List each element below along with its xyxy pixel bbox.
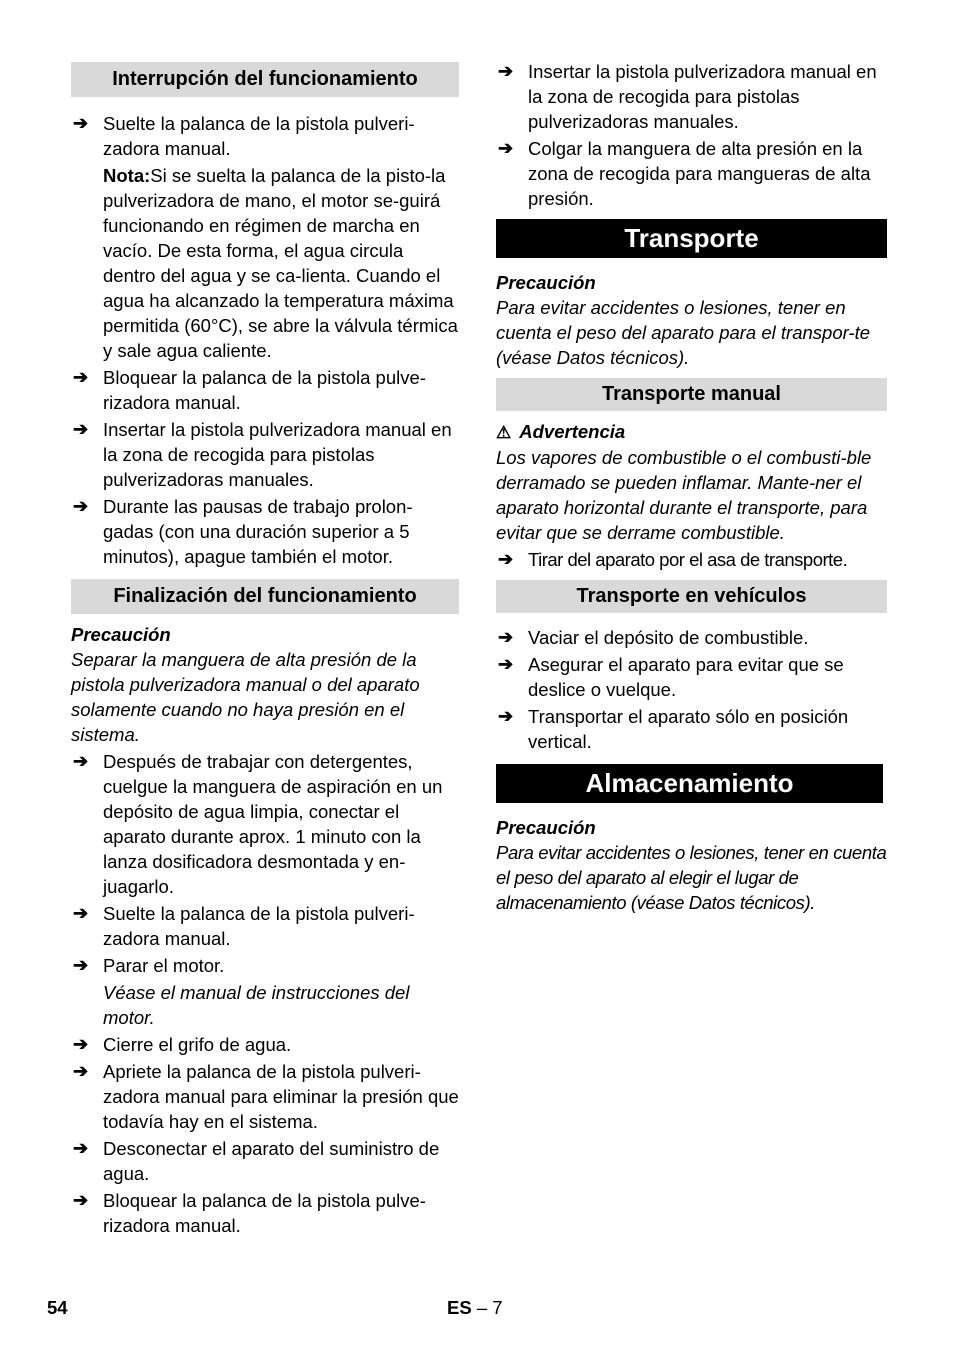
page-number: 54	[47, 1297, 68, 1318]
section-title-interrupcion: Interrupción del funcionamiento	[71, 62, 459, 97]
arrow-icon: ➔	[498, 138, 514, 158]
arrow-icon: ➔	[73, 113, 89, 133]
section-title-almacenamiento: Almacenamiento	[496, 764, 883, 803]
arrow-icon: ➔	[73, 1138, 89, 1158]
language-code: ES	[447, 1297, 472, 1318]
section-title-transporte-manual: Transporte manual	[496, 378, 887, 411]
list-item: ➔ Desconectar el aparato del suministro de agua.	[73, 1138, 440, 1184]
list-item: ➔ Bloquear la palanca de la pistola pulve-rizadora manual.	[73, 1190, 426, 1236]
list-item: ➔ Transportar el aparato sólo en posición vertical.	[498, 706, 849, 752]
caution-text: Para evitar accidentes o lesiones, tener en cuenta el peso del aparato para el transpor-te (véase Datos técnicos).	[496, 297, 871, 368]
left-column	[71, 62, 459, 1240]
list-item: ➔ Tirar del aparato por el asa de transporte.	[498, 549, 848, 570]
list-item: ➔ Durante las pausas de trabajo prolon-gadas (con una duración superior a 5 minutos), apague también el motor.	[73, 496, 413, 567]
caution-label: Precaución	[496, 817, 596, 838]
caution-label: Precaución	[496, 272, 596, 293]
page-language-marker	[447, 1297, 503, 1319]
arrow-icon: ➔	[73, 367, 89, 387]
note-text: Si se suelta la palanca de la pisto-la pulverizadora de mano, el motor se-guirá funcionando en régimen de marcha en vacío. De esta forma, el agua circula dentro del agua y se ca-lienta. Cuando el agua ha alcanzado la temperatura máxima permitida (60°C), se abre la válvula térmica y sale agua caliente.	[103, 165, 458, 361]
warning-text: Los vapores de combustible o el combusti-ble derramado se pueden inflamar. Mante-ner el aparato horizontal durante el transporte, para evitar que se derrame combustible.	[496, 447, 872, 543]
arrow-icon: ➔	[73, 751, 89, 771]
list-item: ➔ Suelte la palanca de la pistola pulveri-zadora manual.	[73, 903, 415, 949]
caution-label: Precaución	[71, 624, 171, 645]
arrow-icon: ➔	[73, 1034, 89, 1054]
arrow-icon: ➔	[498, 549, 513, 569]
list-item: ➔ Suelte la palanca de la pistola pulveri-zadora manual.	[73, 113, 415, 159]
list-item: ➔ Cierre el grifo de agua.	[73, 1034, 292, 1055]
note-label: Nota:	[103, 165, 151, 186]
caution-text: Para evitar accidentes o lesiones, tener en cuenta el peso del aparato al elegir el lugar de almacenamiento (véase Datos técnicos).	[496, 842, 887, 913]
list-item: ➔ Insertar la pistola pulverizadora manual en la zona de recogida para pistolas pulverizadoras manuales.	[498, 61, 877, 132]
list-item: ➔ Parar el motor.	[73, 955, 225, 976]
list-item: ➔ Apriete la palanca de la pistola pulveri-zadora manual para eliminar la presión que todavía hay en el sistema.	[73, 1061, 459, 1132]
arrow-icon: ➔	[498, 627, 514, 647]
arrow-icon: ➔	[498, 706, 514, 726]
section-title-transporte: Transporte	[496, 219, 887, 258]
arrow-icon: ➔	[73, 955, 89, 975]
arrow-icon: ➔	[498, 61, 514, 81]
list-item: ➔ Colgar la manguera de alta presión en la zona de recogida para mangueras de alta presión.	[498, 138, 871, 209]
arrow-icon: ➔	[73, 419, 89, 439]
motor-note: Véase el manual de instrucciones del motor.	[103, 982, 410, 1028]
list-item: ➔ Asegurar el aparato para evitar que se deslice o vuelque.	[498, 654, 844, 700]
warning-icon: ⚠	[496, 423, 512, 442]
right-column	[496, 59, 887, 923]
arrow-icon: ➔	[73, 496, 89, 516]
sub-page-number: – 7	[476, 1297, 503, 1318]
warning-label: ⚠ Advertencia	[496, 421, 626, 442]
list-item: ➔ Bloquear la palanca de la pistola pulve-rizadora manual.	[73, 367, 426, 413]
section-title-finalizacion: Finalización del funcionamiento	[71, 579, 459, 614]
list-item: ➔ Después de trabajar con detergentes, cuelgue la manguera de aspiración en un depósito de agua limpia, conectar el aparato durante aprox. 1 minuto con la lanza dosificadora desmontada y en-juagarlo.	[73, 751, 443, 897]
arrow-icon: ➔	[73, 1061, 89, 1081]
arrow-icon: ➔	[73, 903, 89, 923]
section-title-transporte-vehiculos: Transporte en vehículos	[496, 580, 887, 613]
arrow-icon: ➔	[73, 1190, 89, 1210]
caution-text: Separar la manguera de alta presión de la pistola pulverizadora manual o del aparato solamente cuando no haya presión en el sistema.	[71, 649, 420, 745]
arrow-icon: ➔	[498, 654, 514, 674]
note-paragraph	[71, 163, 459, 363]
list-item: ➔ Insertar la pistola pulverizadora manual en la zona de recogida para pistolas pulverizadoras manuales.	[73, 419, 452, 490]
list-item: ➔ Vaciar el depósito de combustible.	[498, 627, 809, 648]
